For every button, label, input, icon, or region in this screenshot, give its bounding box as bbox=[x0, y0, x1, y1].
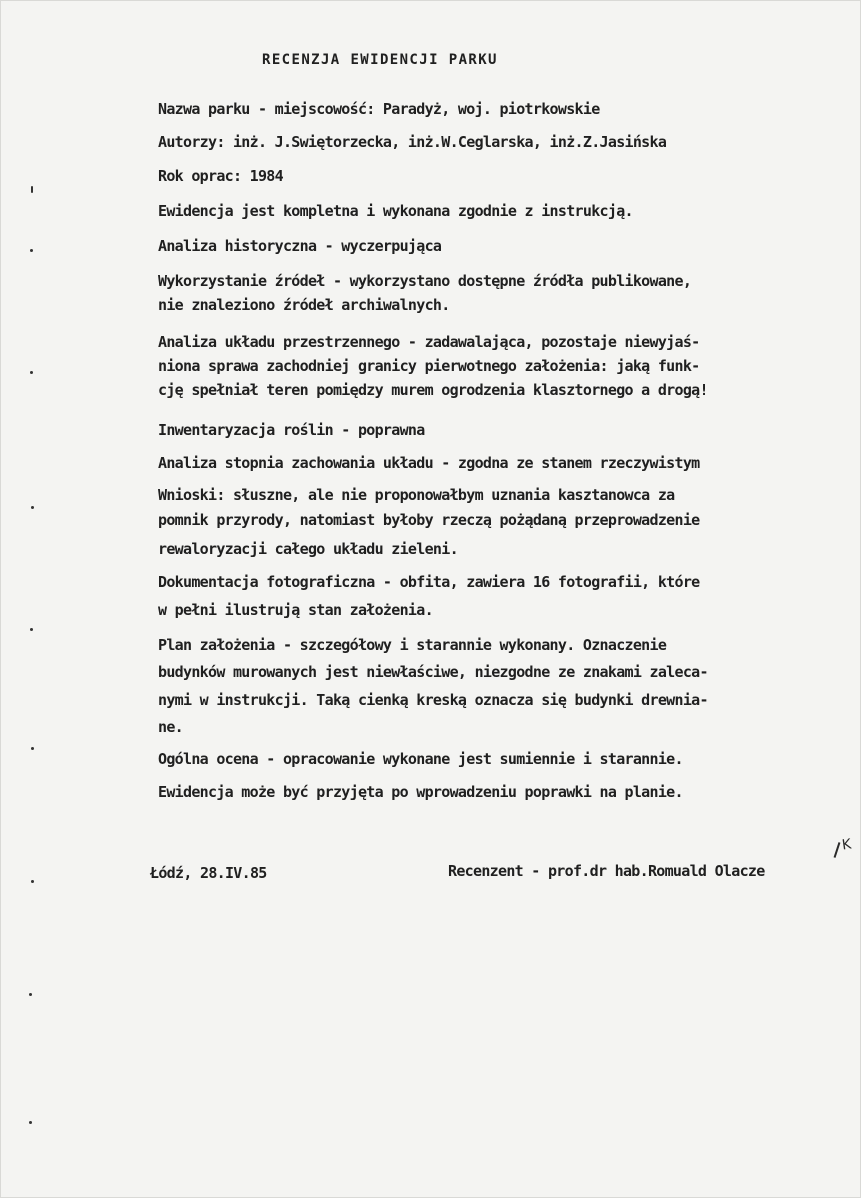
sources-line-1: Wykorzystanie źródeł - wykorzystano dostępne źródła publikowane, bbox=[158, 272, 692, 290]
margin-mark bbox=[31, 880, 34, 883]
historical-analysis-line: Analiza historyczna - wyczerpująca bbox=[158, 237, 442, 255]
place-date: Łódź, 28.IV.85 bbox=[150, 864, 267, 882]
handwritten-mark: K bbox=[840, 836, 853, 854]
conclusions-line-3: rewaloryzacji całego układu zieleni. bbox=[158, 540, 458, 558]
site-plan-line-3: nymi w instrukcji. Taką cienką kreską oznacza się budynki drewnia- bbox=[158, 691, 708, 709]
site-plan-line-4: ne. bbox=[158, 718, 183, 736]
margin-mark bbox=[31, 186, 33, 193]
reviewer-signature-line: Recenzent - prof.dr hab.Romuald Olacze bbox=[448, 862, 765, 880]
layout-analysis-line-1: Analiza układu przestrzennego - zadawalająca, pozostaje niewyjaś- bbox=[158, 333, 700, 351]
margin-mark bbox=[30, 628, 33, 631]
plant-inventory-line: Inwentaryzacja roślin - poprawna bbox=[158, 421, 425, 439]
photo-documentation-line-2: w pełni ilustrują stan założenia. bbox=[158, 601, 433, 619]
layout-analysis-line-3: cję spełniał teren pomiędzy murem ogrodzenia klasztornego a drogą! bbox=[158, 381, 708, 399]
overall-assessment-line: Ogólna ocena - opracowanie wykonane jest sumiennie i starannie. bbox=[158, 750, 683, 768]
handwritten-stroke bbox=[834, 842, 841, 858]
document-title: RECENZJA EWIDENCJI PARKU bbox=[262, 52, 498, 68]
layout-analysis-line-2: niona sprawa zachodniej granicy pierwotnego założenia: jaką funk- bbox=[158, 357, 700, 375]
site-plan-line-2: budynków murowanych jest niewłaściwe, niezgodne ze znakami zaleca- bbox=[158, 663, 708, 681]
preservation-analysis-line: Analiza stopnia zachowania układu - zgodna ze stanem rzeczywistym bbox=[158, 454, 700, 472]
park-name-line: Nazwa parku - miejscowość: Paradyż, woj. piotrkowskie bbox=[158, 100, 600, 118]
margin-mark bbox=[31, 747, 34, 750]
margin-mark bbox=[29, 1121, 32, 1124]
photo-documentation-line-1: Dokumentacja fotograficzna - obfita, zawiera 16 fotografii, które bbox=[158, 573, 700, 591]
year-line: Rok oprac: 1984 bbox=[158, 167, 283, 185]
conclusions-line-2: pomnik przyrody, natomiast byłoby rzeczą pożądaną przeprowadzenie bbox=[158, 511, 700, 529]
margin-mark bbox=[30, 371, 33, 374]
margin-mark bbox=[31, 506, 34, 509]
margin-mark bbox=[29, 993, 32, 996]
acceptance-line: Ewidencja może być przyjęta po wprowadzeniu poprawki na planie. bbox=[158, 783, 683, 801]
authors-line: Autorzy: inż. J.Swiętorzecka, inż.W.Ceglarska, inż.Z.Jasińska bbox=[158, 133, 667, 151]
margin-mark bbox=[30, 249, 33, 252]
conclusions-line-1: Wnioski: słuszne, ale nie proponowałbym uznania kasztanowca za bbox=[158, 486, 675, 504]
site-plan-line-1: Plan założenia - szczegółowy i starannie wykonany. Oznaczenie bbox=[158, 636, 667, 654]
completeness-line: Ewidencja jest kompletna i wykonana zgodnie z instrukcją. bbox=[158, 202, 633, 220]
sources-line-2: nie znaleziono źródeł archiwalnych. bbox=[158, 296, 450, 314]
